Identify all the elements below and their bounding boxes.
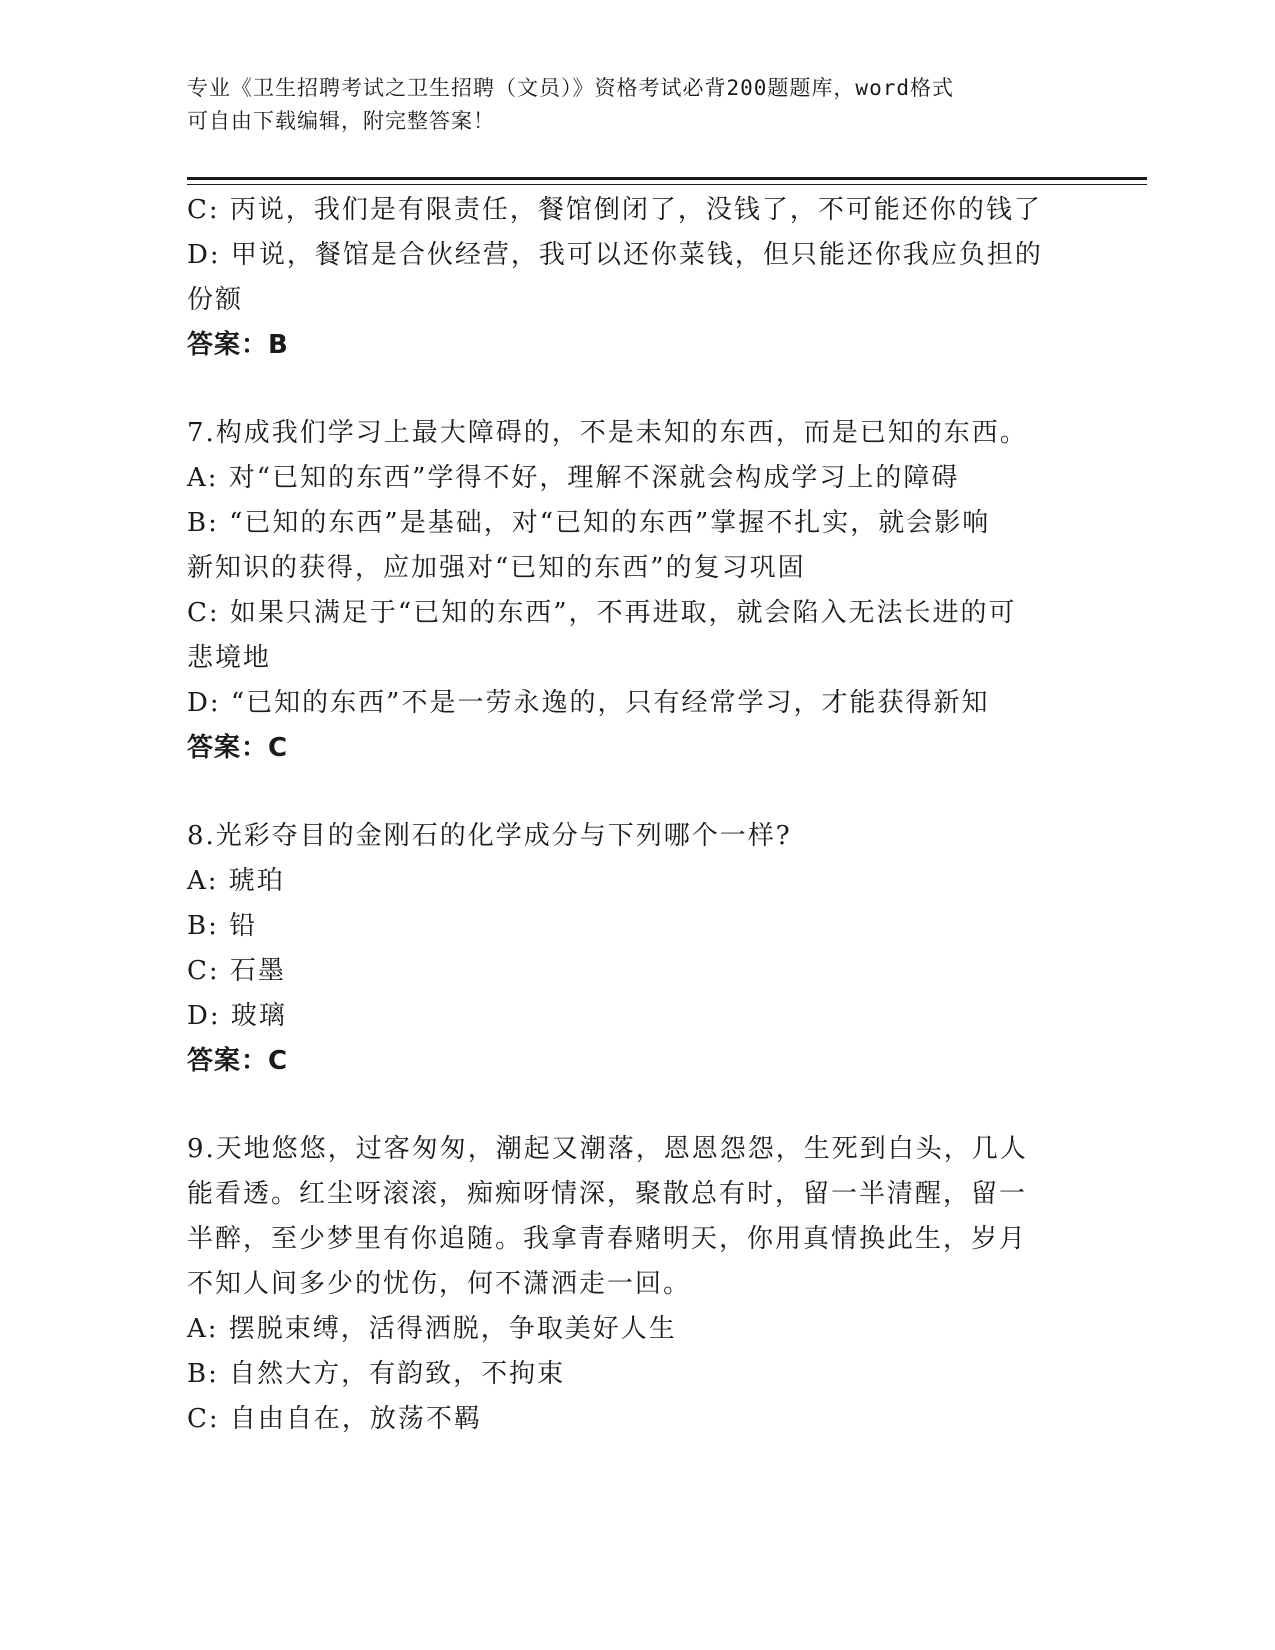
header-divider-thick <box>187 177 1147 180</box>
option-b: B: “已知的东西”是基础，对“已知的东西”掌握不扎实，就会影响 <box>187 508 991 538</box>
header-title-line-1: 专业《卫生招聘考试之卫生招聘（文员）》资格考试必背200题题库，word格式 <box>187 76 954 100</box>
option-d: D: “已知的东西”不是一劳永逸的，只有经常学习，才能获得新知 <box>187 688 990 718</box>
option-a: A: 琥珀 <box>187 866 285 896</box>
question-9 <box>187 1127 1087 1442</box>
question-6-tail <box>187 188 1087 368</box>
question-spacer <box>187 1084 1087 1127</box>
question-spacer <box>187 771 1087 814</box>
question-text: 9.天地悠悠，过客匆匆，潮起又潮落，恩恩怨怨，生死到白头，几人 <box>187 1134 1028 1164</box>
question-text-continued: 能看透。红尘呀滚滚，痴痴呀情深，聚散总有时，留一半清醒，留一 <box>187 1179 1028 1209</box>
question-8 <box>187 814 1087 1084</box>
question-text: 7.构成我们学习上最大障碍的，不是未知的东西，而是已知的东西。 <box>187 418 1028 448</box>
answer: 答案：B <box>187 330 289 360</box>
option-a: A: 对“已知的东西”学得不好，理解不深就会构成学习上的障碍 <box>187 463 960 493</box>
document-body <box>187 188 1087 1442</box>
option-c: C: 自由自在，放荡不羁 <box>187 1404 482 1434</box>
option-b: B: 铅 <box>187 911 258 941</box>
question-7 <box>187 411 1087 771</box>
option-b-continued: 新知识的获得，应加强对“已知的东西”的复习巩固 <box>187 553 806 583</box>
question-text: 8.光彩夺目的金刚石的化学成分与下列哪个一样? <box>187 821 792 851</box>
option-c: C: 丙说，我们是有限责任，餐馆倒闭了，没钱了，不可能还你的钱了 <box>187 195 1042 225</box>
option-d: D: 甲说，餐馆是合伙经营，我可以还你菜钱，但只能还你我应负担的 <box>187 240 1043 270</box>
option-a: A: 摆脱束缚，活得洒脱，争取美好人生 <box>187 1314 677 1344</box>
question-text-continued: 不知人间多少的忧伤，何不潇洒走一回。 <box>187 1269 692 1299</box>
option-d: D: 玻璃 <box>187 1001 287 1031</box>
answer: 答案：C <box>187 1046 289 1076</box>
question-text-continued: 半醉，至少梦里有你追随。我拿青春赌明天，你用真情换此生，岁月 <box>187 1224 1028 1254</box>
option-b: B: 自然大方，有韵致，不拘束 <box>187 1359 566 1389</box>
document-header <box>187 72 1087 138</box>
option-c-continued: 悲境地 <box>187 643 272 673</box>
header-title-line-2: 可自由下载编辑，附完整答案！ <box>187 109 495 133</box>
question-spacer <box>187 368 1087 411</box>
option-c: C: 石墨 <box>187 956 286 986</box>
option-d-continued: 份额 <box>187 285 244 315</box>
option-c: C: 如果只满足于“已知的东西”，不再进取，就会陷入无法长进的可 <box>187 598 1017 628</box>
answer: 答案：C <box>187 733 289 763</box>
header-divider-thin <box>187 184 1147 185</box>
